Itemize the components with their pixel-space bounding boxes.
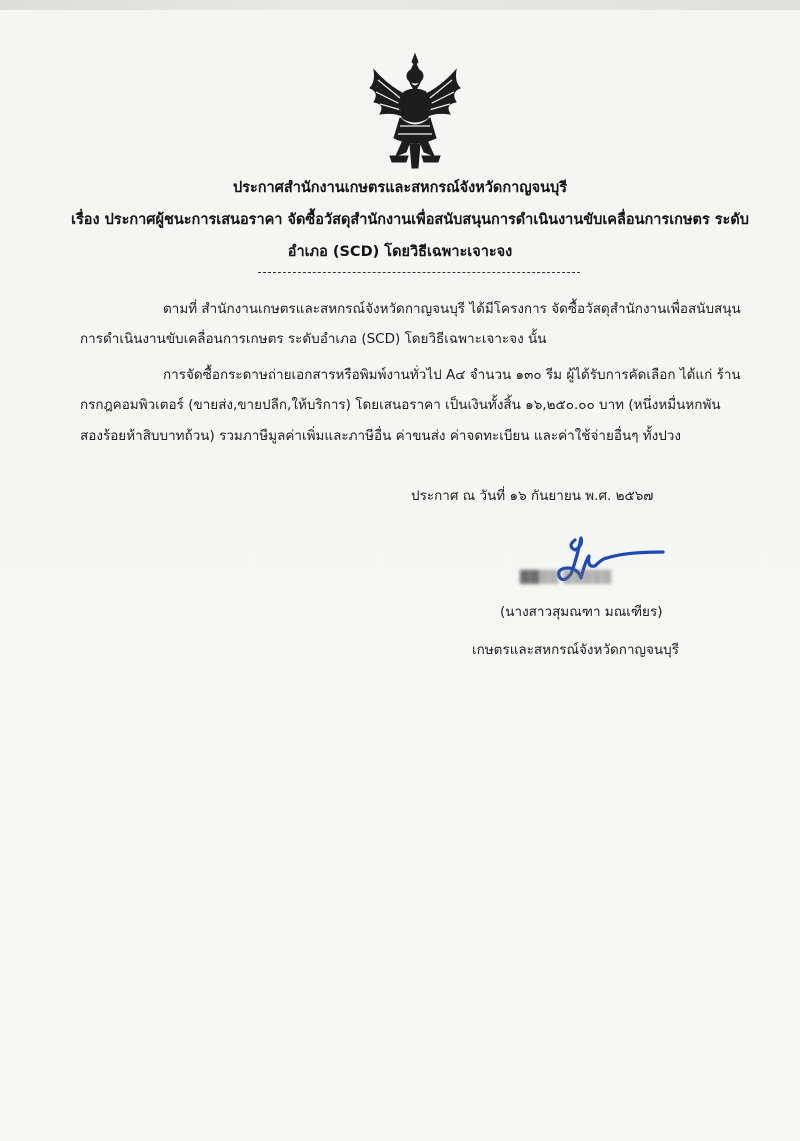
body-line: สองร้อยห้าสิบบาทถ้วน) รวมภาษีมูลค่าเพิ่มและภาษีอื่น ค่าขนส่ง ค่าจดทะเบียน และค่าใช้จ่ายอื่นๆ ทั้งปวง [80, 428, 681, 444]
subject-line-2: อำเภอ (SCD) โดยวิธีเฉพาะเจาะจง [287, 244, 513, 260]
body-line: การจัดซื้อกระดาษถ่ายเอกสารหรือพิมพ์งานทั่วไป A๔ จำนวน ๑๓๐ รีม ผู้ได้รับการคัดเลือก ได้แก่ ร้าน [163, 367, 741, 383]
scan-edge [0, 0, 800, 10]
document-title: ประกาศสำนักงานเกษตรและสหกรณ์จังหวัดกาญจนบุรี [232, 180, 568, 196]
body-line: การดำเนินงานขับเคลื่อนการเกษตร ระดับอำเภอ (SCD) โดยวิธีเฉพาะเจาะจง นั้น [80, 331, 547, 347]
signer-name: (นางสาวสุมณฑา มณเฑียร) [500, 604, 663, 620]
body-line: กรกฎคอมพิวเตอร์ (ขายส่ง,ขายปลีก,ให้บริการ) โดยเสนอราคา เป็นเงินทั้งสิ้น ๑๖,๒๕๐.๐๐ บาท (หนึ่งหมื่นหกพัน [80, 397, 721, 413]
body-line: ตามที่ สำนักงานเกษตรและสหกรณ์จังหวัดกาญจนบุรี ได้มีโครงการ จัดซื้อวัสดุสำนักงานเพื่อสนับสนุน [163, 301, 741, 317]
dashed-divider [258, 272, 580, 273]
announcement-date: ประกาศ ณ วันที่ ๑๖ กันยายน พ.ศ. ๒๕๖๗ [411, 488, 654, 504]
blurred-signature-name: ██▒▒ ▒▒▒▒▒ [520, 570, 612, 584]
garuda-emblem-icon [366, 52, 464, 170]
signer-title: เกษตรและสหกรณ์จังหวัดกาญจนบุรี [472, 642, 679, 658]
subject-line-1: เรื่อง ประกาศผู้ชนะการเสนอราคา จัดซื้อวัสดุสำนักงานเพื่อสนับสนุนการดำเนินงานขับเคลื่อนการเกษตร ระดับ [71, 212, 749, 228]
